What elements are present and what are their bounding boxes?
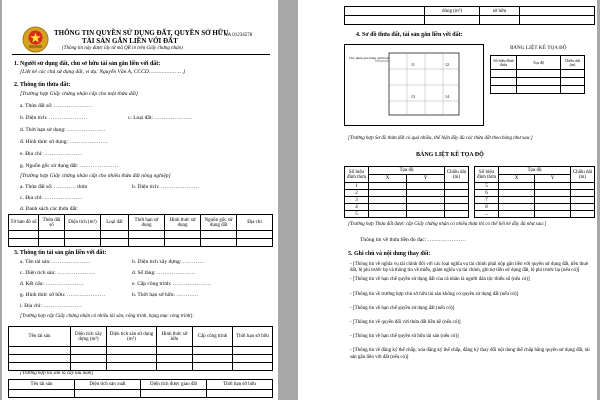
diagram-point-12: 12 (445, 62, 449, 67)
top-col-ownership: sở hữu (480, 7, 520, 16)
land-type-field: c. Loại đất: ………………… (128, 115, 193, 121)
change-note-item: - [Thông tin về hạn chế quyền sử dụng đất của cá nhân là người dân tộc thiểu số (nếu có)] (350, 277, 530, 283)
parcel-col-area: Diện tích (m²) (65, 215, 101, 231)
section-5-title: 5. Ghi chú và nội dung thay đổi: (348, 251, 431, 257)
doc-subtitle: (Thông tin này được lấy từ mã QR in trên Giấy chứng nhận) (62, 46, 183, 51)
diagram-point-11: 11 (411, 62, 415, 67)
coord-table-left: Số hiệu đỉnh thửa Tọa độ Chiều dài (m) X Y 1 2 3 4 5 (344, 166, 469, 218)
change-note-item: - [Thông tin về hạn chế quyền sử dụng đất (nếu có)] (350, 305, 455, 311)
top-continuation-table (344, 6, 595, 25)
parcel-diagram (344, 44, 484, 126)
section-2-case-multi: [Trường hợp Giấy chứng nhận cấp cho nhiều thửa đất nông nghiệp] (20, 173, 171, 179)
section-3-case-multi: [Trường hợp cấp Giấy chứng nhận có nhiều tài sản, công trình, hạng mục công trình]: (20, 314, 194, 319)
diagram-point-14: 14 (445, 94, 449, 99)
asset-col-name: Tên tài sản (9, 327, 71, 347)
change-note-item: - [Thông tin về hạn chế quyền sử hữu tài sản (nếu có)] (350, 334, 459, 340)
parcel-address-field: e. Địa chỉ: ………………… (20, 151, 83, 157)
asset-col-floor-area: Diện tích sàn sử dụng (m²) (107, 327, 157, 347)
mini-coord-table: Số hiệu đỉnh thửa Tọa độ Chiều dài (m) (490, 55, 585, 94)
asset-name-field: a. Tên tài sản: ………………… (20, 259, 91, 265)
change-notes-list (350, 262, 593, 361)
parcel-number-field: a. Thửa đất số: ………………… (20, 103, 93, 109)
usage-origin-field: g. Nguồn gốc sử dụng đất: ………………… (20, 163, 119, 169)
land-col-term: Thời hạn sở hữu (207, 380, 273, 390)
parcel-col-term: Thời hạn sử dụng (129, 215, 165, 231)
asset-col-level: Cấp công trình (193, 327, 233, 347)
parcel-col-form: Hình thức sử dụng (165, 215, 201, 231)
asset-level-field: e. Cấp công trình: ………………… (132, 281, 212, 287)
national-emblem-icon (22, 26, 49, 53)
doc-title-line2: TÀI SẢN GẮN LIỀN VỚI ĐẤT (82, 37, 178, 45)
section-2-case-single: [Trường hợp Giấy chứng nhận cấp cho một thửa đất] (20, 91, 138, 97)
change-note-item: - [Thông tin về đăng ký thế chấp, xóa đăng ký thế chấp, đăng ký thay đổi nội dung thế chấp bằng quyền sử dụng đất, tài sản gắn liền với đất (nếu có)] (350, 348, 590, 360)
parcel-col-type: Loại đất (101, 215, 129, 231)
doc-serial-number: AA 01234578 (224, 33, 253, 38)
left-document-page (2, 0, 278, 400)
plan-case-note: [Trường hợp Thửa đất được cấp Giấy chứng nhận có nhiều thửa thì có thể liệt kê đầy đủ như sau:] (348, 222, 547, 227)
section-3-case-land: [Trường hợp tài sản là cây lâu năm] (20, 371, 94, 376)
section-4-title: 4. Sơ đồ thửa đất, tài sản gắn liền với đất: (356, 32, 463, 38)
asset-col-term: Thời hạn sở hữu (233, 327, 273, 347)
land-col-allocated-area: Diện tích được giao đất (141, 380, 207, 390)
land-col-name: Tên tài sản (9, 380, 75, 390)
asset-col-build-area: Diện tích xây dựng (m²) (71, 327, 107, 347)
parcel-col-origin: Nguồn gốc sử dụng đất (201, 215, 237, 231)
parcel-col-parcel-no: Thửa đất số (39, 215, 65, 231)
asset-col-ownership-form: Hình thức sở hữu (157, 327, 193, 347)
change-note-item: - [Thông tin về nghĩa vụ tài chính đối với các loại nghĩa vụ tài chính phải nộp gắn liền với quyền sử dụng đất, tiền thuê đất, lệ phí trước bạ và thông tin về miễn, giảm nghĩa vụ tài chính, ghi nợ tiền sử dụng đất, lệ phí trước bạ (nếu có)] (350, 262, 589, 274)
diagram-label: Cho phép qua bảng giới hạn (349, 56, 389, 60)
land-asset-table (8, 379, 273, 398)
multi-parcel-address-field: c. Địa chỉ: ………………… (20, 195, 83, 201)
change-note-item: - [Thông tin về trường hợp chủ sở hữu tài sản không có quyền sử dụng đất (nếu có)] (350, 291, 519, 297)
asset-ownership-form-field: g. Hình thức sở hữu: ………………… (20, 292, 106, 298)
right-document-page (298, 0, 597, 400)
parcel-list-table (8, 214, 273, 247)
land-col-production-area: Diện tích sản xuất (75, 380, 141, 390)
parcel-list-label: d. Danh sách các thửa đất: (20, 206, 78, 212)
section-3-title: 3. Thông tin tài sản gắn liền với đất: (14, 250, 107, 256)
section-1-title: 1. Người sử dụng đất, chủ sở hữu tài sản gắn liền với đất: (14, 61, 161, 67)
asset-floors-field: d. Số tầng: ………………… (132, 270, 196, 276)
parcel-col-map-sheet: Tờ bản đồ số (9, 215, 39, 231)
asset-list-table (8, 326, 273, 371)
multi-parcel-count-field: a. Thửa đất số: ………… thửa (20, 184, 87, 190)
section-1-line: [Liệt kê các chủ sử dụng đất, ví dụ: Nguyễn Văn A, CCCD…………………] (20, 69, 186, 75)
diagram-case-note: [Trường hợp Sơ đồ thửa đất có quá nhiều, thể hiện đầy đủ các thửa đất theo bảng như sau:] (348, 136, 533, 141)
asset-build-area-field: b. Diện tích xây dựng: ………… (132, 259, 205, 265)
multi-parcel-area-field: b. Diện tích: ………………… (132, 184, 200, 190)
survey-update-line: Thông tin về thửa liền đo đạc: ………………… (360, 237, 467, 243)
asset-structure-field: đ. Kết cấu: ………………… (20, 281, 84, 287)
coord-table-right: Số hiệu đỉnh thửa Tọa độ Chiều dài (m) X Y 5 6 7 8 ... (474, 166, 595, 218)
change-note-item: - [Thông tin về quyền đối với thửa đất liền kề (nếu có)] (350, 320, 461, 326)
asset-floor-area-field: c. Diện tích sàn: ………………… (20, 270, 96, 276)
asset-address-field: i. Địa chỉ: ………………… (20, 303, 82, 309)
parcel-area-field: b. Diện tích: ………………… (20, 115, 88, 121)
coord-table-title: BẢNG LIỆT KÊ TỌA ĐỘ (416, 152, 484, 158)
section-2-title: 2. Thông tin thửa đất: (14, 82, 71, 88)
top-col-usage: dùng (m²) (425, 7, 480, 16)
parcel-col-address: Địa chỉ (237, 215, 273, 231)
doc-title-line1: THÔNG TIN QUYỀN SỬ DỤNG ĐẤT, QUYỀN SỞ HỮU (54, 29, 229, 37)
diagram-point-13: 13 (411, 94, 415, 99)
usage-term-field: d. Thời hạn sử dụng: ………………… (20, 127, 106, 133)
asset-ownership-term-field: h. Thời hạn sở hữu: ………… (132, 292, 199, 298)
mini-coord-title: BẢNG LIỆT KÊ TỌA ĐỘ (510, 46, 567, 51)
usage-form-field: đ. Hình thức sử dụng: ………………… (20, 139, 108, 145)
